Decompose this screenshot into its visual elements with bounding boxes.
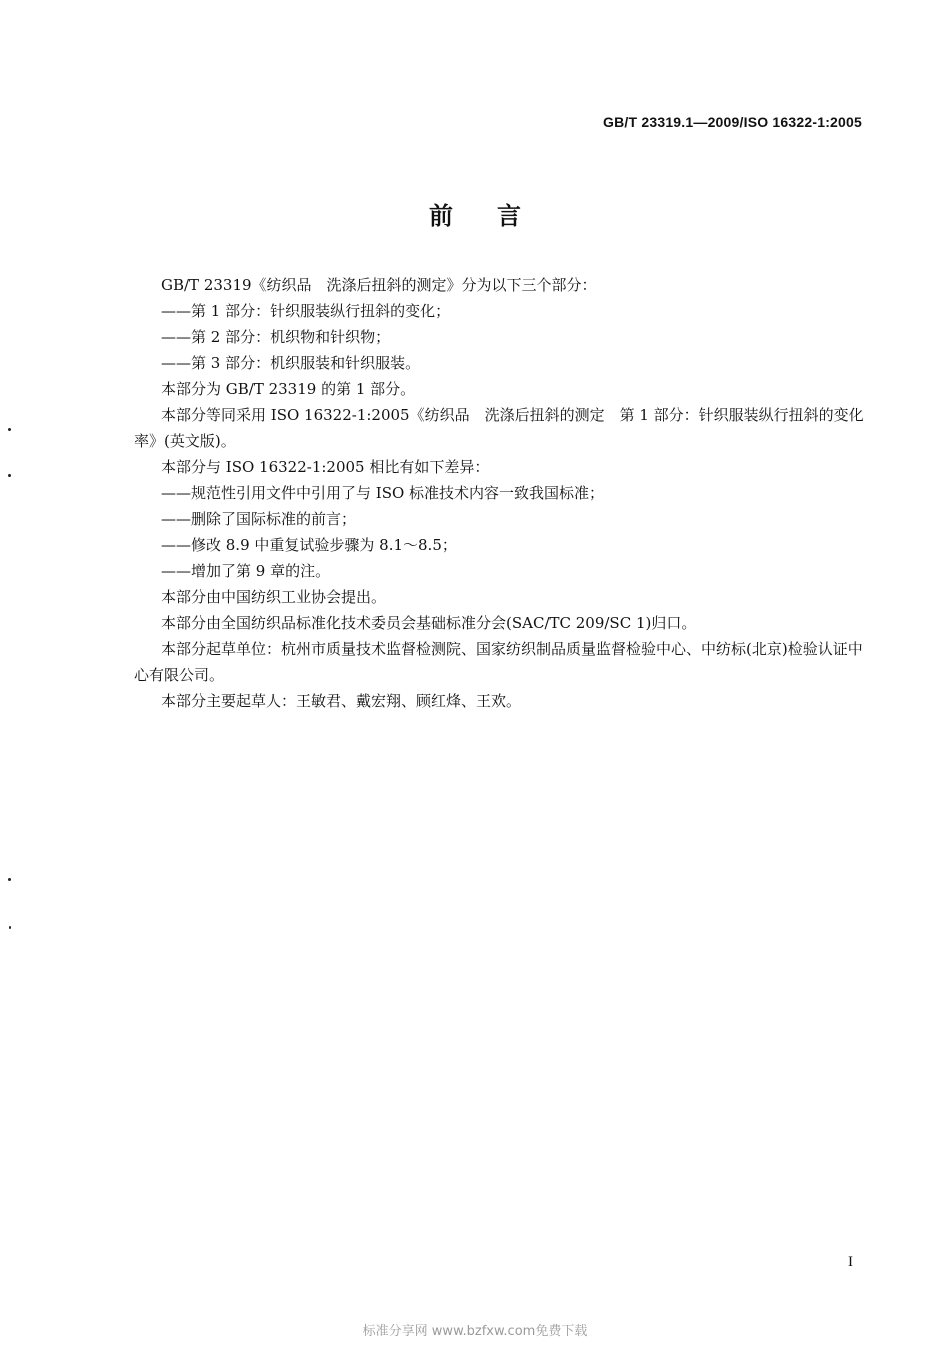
paragraph: 本部分由全国纺织品标准化技术委员会基础标准分会(SAC/TC 209/SC 1)归口。 [161, 614, 697, 632]
list-item: ——修改 8.9 中重复试验步骤为 8.1～8.5； [161, 536, 457, 554]
paragraph: GB/T 23319《纺织品 洗涤后扭斜的测定》分为以下三个部分： [161, 276, 597, 294]
scan-speck [8, 878, 11, 881]
page-number: I [848, 1254, 853, 1270]
scan-speck [8, 474, 11, 477]
watermark: 标准分享网 www.bzfxw.com免费下载 [362, 1324, 588, 1339]
page-title: 前言 [429, 202, 565, 230]
paragraph: 本部分等同采用 ISO 16322-1:2005《纺织品 洗涤后扭斜的测定 第 1 部分：针织服装纵行扭斜的变化率》(英文版)。 [134, 406, 864, 450]
scan-speck [8, 428, 11, 431]
list-item: ——第 2 部分：机织物和针织物； [161, 328, 391, 346]
list-item: ——第 1 部分：针织服装纵行扭斜的变化； [161, 302, 451, 320]
paragraph: 本部分与 ISO 16322-1:2005 相比有如下差异： [161, 458, 490, 476]
paragraph: 本部分为 GB/T 23319 的第 1 部分。 [161, 380, 416, 398]
list-item: ——规范性引用文件中引用了与 ISO 标准技术内容一致我国标准； [161, 484, 605, 502]
foreword-body [134, 272, 868, 714]
paragraph: 本部分起草单位：杭州市质量技术监督检测院、国家纺织制品质量监督检验中心、中纺标(北京)检验认证中心有限公司。 [134, 640, 863, 684]
standard-number-header: GB/T 23319.1—2009/ISO 16322-1:2005 [603, 114, 862, 130]
paragraph: 本部分主要起草人：王敏君、戴宏翔、顾红烽、王欢。 [161, 692, 522, 710]
scan-speck [9, 926, 11, 929]
list-item: ——第 3 部分：机织服装和针织服装。 [161, 354, 421, 372]
list-item: ——删除了国际标准的前言； [161, 510, 357, 528]
list-item: ——增加了第 9 章的注。 [161, 562, 331, 580]
paragraph: 本部分由中国纺织工业协会提出。 [161, 588, 387, 606]
